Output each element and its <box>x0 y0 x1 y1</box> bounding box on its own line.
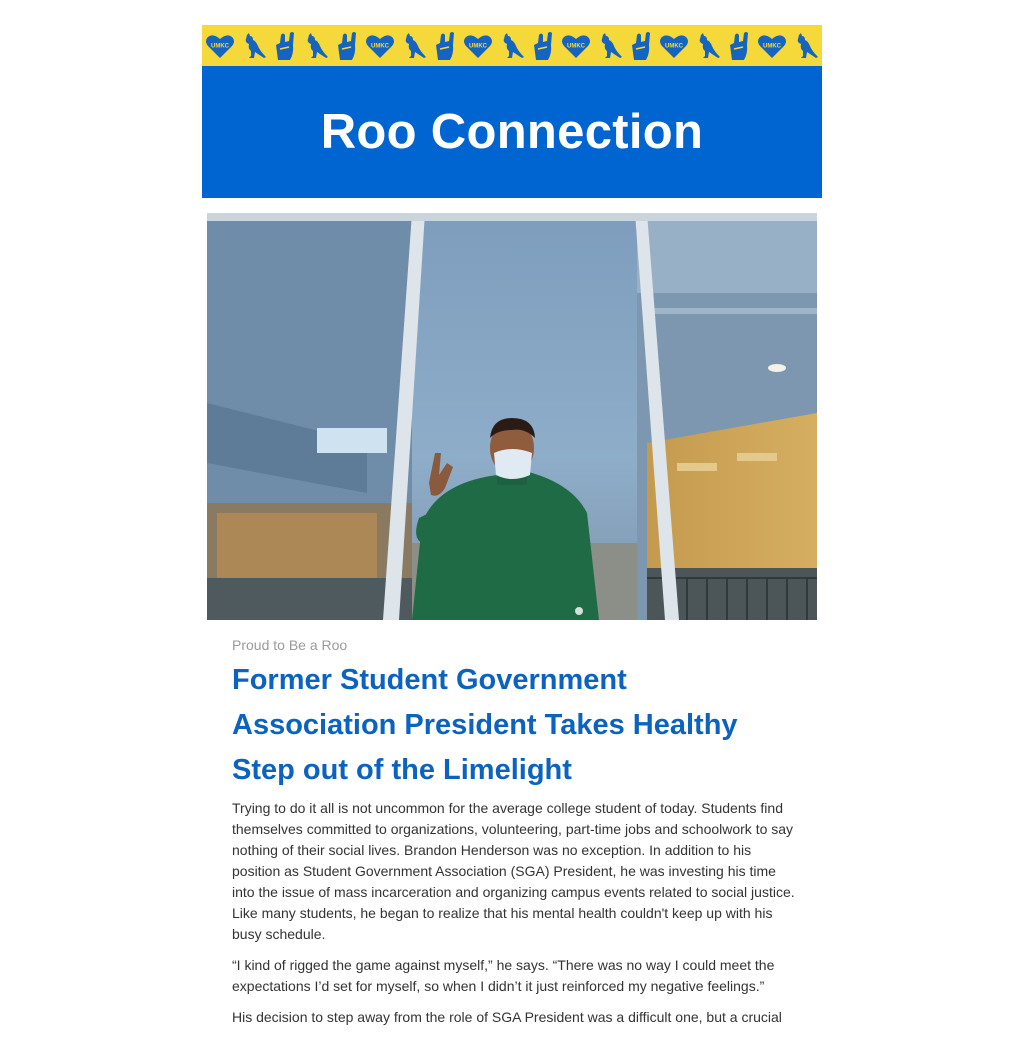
article-body <box>232 798 798 1028</box>
pattern-banner <box>202 25 822 66</box>
kangaroo-icon <box>401 31 427 61</box>
kangaroo-icon <box>499 31 525 61</box>
heart-icon <box>463 31 493 61</box>
newsletter-title: Roo Connection <box>320 105 704 159</box>
article-paragraph: Trying to do it all is not uncommon for the average college student of today. Students find themselves committed to organizations, volunteering, part-time jobs and schoolwork to say nothing of their social lives. Brandon Henderson was no exception. In addition to his position as Student Government Association (SGA) President, he was investing his time into the issue of mass incarceration and organizing campus events related to social justice. Like many students, he began to realize that his mental health couldn't keep up with his busy schedule. <box>232 800 795 942</box>
article-paragraph: “I kind of rigged the game against myself,” he says. “There was no way I could meet the expectations I’d set for myself, so when I didn’t it just reinforced my negative feelings.” <box>232 957 775 994</box>
heart-icon <box>561 31 591 61</box>
masthead <box>202 66 822 198</box>
kangaroo-icon <box>597 31 623 61</box>
svg-text:UMKC: UMKC <box>763 43 781 49</box>
heart-icon <box>757 31 787 61</box>
foam-finger-icon <box>273 31 297 61</box>
foam-finger-icon <box>433 31 457 61</box>
student-photo-illustration <box>207 213 817 620</box>
foam-finger-icon <box>531 31 555 61</box>
article-kicker: Proud to Be a Roo <box>232 637 348 653</box>
svg-text:UMKC: UMKC <box>665 43 683 49</box>
kangaroo-icon <box>793 31 819 61</box>
foam-finger-icon <box>629 31 653 61</box>
heart-icon <box>365 31 395 61</box>
kangaroo-icon <box>695 31 721 61</box>
foam-finger-icon <box>335 31 359 61</box>
article <box>232 636 798 1038</box>
svg-text:UMKC: UMKC <box>211 43 229 49</box>
heart-icon <box>659 31 689 61</box>
article-headline[interactable]: Former Student Government Association President Takes Healthy Step out of the Limelight <box>232 664 738 786</box>
foam-finger-icon <box>727 31 751 61</box>
hero-photo <box>207 213 817 620</box>
kangaroo-icon <box>303 31 329 61</box>
kangaroo-icon <box>241 31 267 61</box>
newsletter-container <box>202 25 822 198</box>
svg-text:UMKC: UMKC <box>567 43 585 49</box>
svg-text:UMKC: UMKC <box>469 43 487 49</box>
heart-icon <box>205 31 235 61</box>
svg-text:UMKC: UMKC <box>371 43 389 49</box>
article-paragraph: His decision to step away from the role of SGA President was a difficult one, but a crucial <box>232 1009 782 1025</box>
